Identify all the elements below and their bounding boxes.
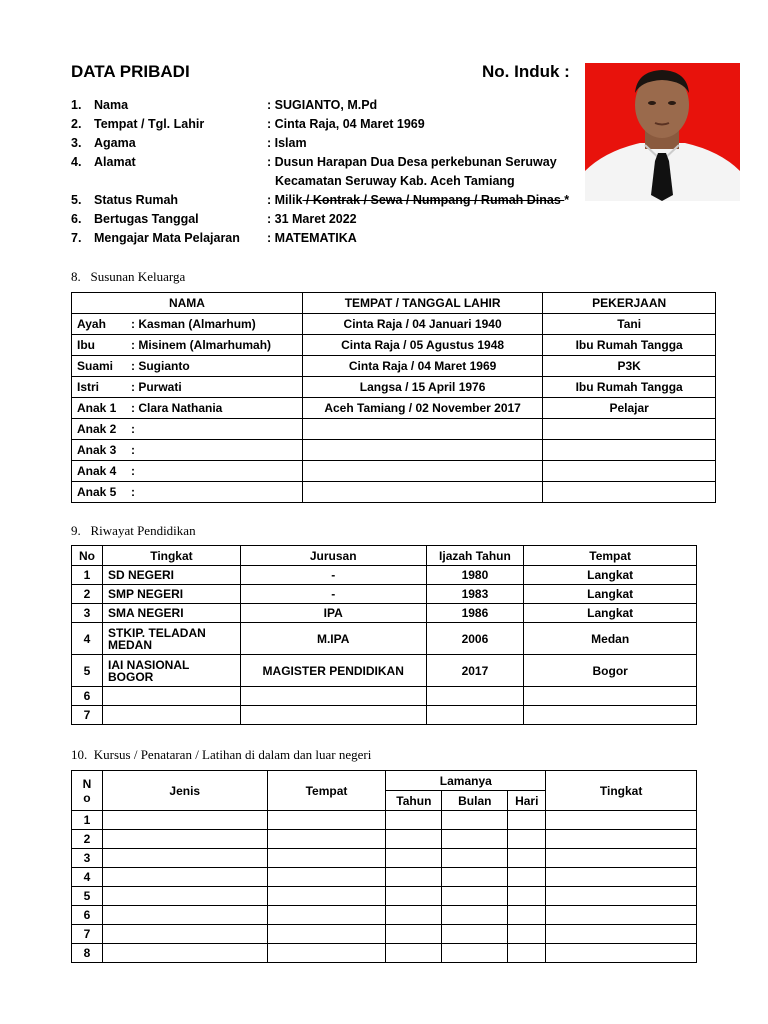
family-cell-birth <box>302 461 542 482</box>
edu-cell-no: 1 <box>72 566 103 585</box>
edu-cell-tempat <box>524 687 697 706</box>
course-cell-jenis <box>102 925 267 944</box>
course-cell-tempat <box>267 887 386 906</box>
personal-label: Nama <box>94 98 129 112</box>
family-cell-name <box>72 482 303 503</box>
family-cell-birth: Cinta Raja / 04 Maret 1969 <box>302 356 542 377</box>
edu-row <box>72 687 697 706</box>
edu-cell-no: 5 <box>72 655 103 687</box>
course-cell-tempat <box>267 925 386 944</box>
course-header-hari: Hari <box>508 791 546 811</box>
family-name: : <box>131 443 135 457</box>
course-cell-no: 8 <box>72 944 103 963</box>
course-row <box>72 887 697 906</box>
course-cell-tingkat <box>546 925 697 944</box>
personal-label: Tempat / Tgl. Lahir <box>94 117 205 131</box>
course-cell-tahun <box>386 830 442 849</box>
course-cell-jenis <box>102 887 267 906</box>
edu-cell-tingkat: IAI NASIONAL BOGOR <box>102 655 240 687</box>
family-cell-job: Ibu Rumah Tangga <box>543 335 716 356</box>
edu-cell-tempat: Langkat <box>524 604 697 623</box>
family-relation: Anak 2 <box>77 422 117 436</box>
edu-cell-tempat <box>524 706 697 725</box>
personal-label: Mengajar Mata Pelajaran <box>94 231 240 245</box>
family-name: : Sugianto <box>131 359 190 373</box>
edu-header-tempat: Tempat <box>524 546 697 566</box>
edu-header-tahun: Ijazah Tahun <box>426 546 524 566</box>
course-cell-tingkat <box>546 849 697 868</box>
family-row <box>72 398 716 419</box>
course-cell-tempat <box>267 868 386 887</box>
family-cell-job: Tani <box>543 314 716 335</box>
edu-row <box>72 585 697 604</box>
family-cell-birth: Aceh Tamiang / 02 November 2017 <box>302 398 542 419</box>
edu-cell-jurusan: M.IPA <box>240 623 426 655</box>
course-cell-tahun <box>386 811 442 830</box>
edu-cell-tingkat: SMP NEGERI <box>102 585 240 604</box>
course-cell-tempat <box>267 849 386 868</box>
family-cell-birth: Cinta Raja / 05 Agustus 1948 <box>302 335 542 356</box>
course-cell-bulan <box>442 925 508 944</box>
course-cell-hari <box>508 887 546 906</box>
edu-cell-no: 3 <box>72 604 103 623</box>
personal-num: 2. <box>71 117 82 131</box>
course-cell-jenis <box>102 830 267 849</box>
course-cell-tingkat <box>546 830 697 849</box>
family-row <box>72 314 716 335</box>
family-row <box>72 335 716 356</box>
course-cell-hari <box>508 906 546 925</box>
course-cell-tahun <box>386 925 442 944</box>
course-cell-hari <box>508 811 546 830</box>
personal-num: 1. <box>71 98 82 112</box>
edu-cell-tingkat <box>102 687 240 706</box>
family-cell-birth: Cinta Raja / 04 Januari 1940 <box>302 314 542 335</box>
course-cell-jenis <box>102 811 267 830</box>
family-row <box>72 440 716 461</box>
family-cell-birth <box>302 482 542 503</box>
course-cell-jenis <box>102 906 267 925</box>
course-row <box>72 868 697 887</box>
personal-label: Alamat <box>94 155 136 169</box>
family-cell-birth <box>302 440 542 461</box>
edu-row <box>72 566 697 585</box>
induk-label: No. Induk : <box>482 62 570 81</box>
status-struck: / Kontrak / Sewa / Numpang / Rumah Dinas <box>302 193 565 207</box>
edu-cell-tingkat: SMA NEGERI <box>102 604 240 623</box>
page-title: DATA PRIBADI <box>71 62 190 81</box>
edu-cell-jurusan: - <box>240 566 426 585</box>
course-cell-hari <box>508 868 546 887</box>
personal-value: : Cinta Raja, 04 Maret 1969 <box>267 117 425 131</box>
family-table <box>71 292 716 503</box>
edu-cell-tahun <box>426 706 524 725</box>
family-cell-birth <box>302 419 542 440</box>
family-cell-name <box>72 314 303 335</box>
personal-label: Agama <box>94 136 136 150</box>
family-cell-name <box>72 461 303 482</box>
family-cell-name <box>72 377 303 398</box>
course-header-lamanya: Lamanya <box>386 771 546 791</box>
course-cell-tahun <box>386 887 442 906</box>
profile-photo <box>585 63 740 201</box>
family-relation: Anak 4 <box>77 464 117 478</box>
family-relation: Ayah <box>77 317 106 331</box>
course-cell-tingkat <box>546 811 697 830</box>
edu-cell-tempat: Bogor <box>524 655 697 687</box>
edu-cell-tahun: 1983 <box>426 585 524 604</box>
course-cell-hari <box>508 849 546 868</box>
edu-row <box>72 604 697 623</box>
family-name: : <box>131 485 135 499</box>
family-relation: Anak 1 <box>77 401 117 415</box>
course-cell-tahun <box>386 849 442 868</box>
course-cell-bulan <box>442 811 508 830</box>
family-header-nama: NAMA <box>72 293 303 314</box>
personal-value: : Islam <box>267 136 307 150</box>
status-asterisk: * <box>564 193 570 207</box>
personal-num: 7. <box>71 231 82 245</box>
family-cell-job <box>543 482 716 503</box>
family-relation: Istri <box>77 380 100 394</box>
family-relation: Anak 5 <box>77 485 117 499</box>
personal-value: : 31 Maret 2022 <box>267 212 357 226</box>
edu-cell-tahun <box>426 687 524 706</box>
family-row <box>72 377 716 398</box>
course-cell-hari <box>508 830 546 849</box>
course-cell-jenis <box>102 868 267 887</box>
courses-table <box>71 770 697 963</box>
course-row <box>72 830 697 849</box>
family-cell-job: Ibu Rumah Tangga <box>543 377 716 398</box>
family-cell-name <box>72 419 303 440</box>
course-cell-bulan <box>442 868 508 887</box>
course-cell-bulan <box>442 906 508 925</box>
edu-header-tingkat: Tingkat <box>102 546 240 566</box>
course-cell-tempat <box>267 944 386 963</box>
personal-num: 3. <box>71 136 82 150</box>
edu-cell-tingkat: SD NEGERI <box>102 566 240 585</box>
course-row <box>72 944 697 963</box>
course-cell-jenis <box>102 944 267 963</box>
edu-cell-jurusan <box>240 687 426 706</box>
course-cell-bulan <box>442 887 508 906</box>
family-heading: 8. Susunan Keluarga <box>71 269 186 284</box>
course-cell-no: 7 <box>72 925 103 944</box>
edu-cell-jurusan: MAGISTER PENDIDIKAN <box>240 655 426 687</box>
personal-label: Bertugas Tanggal <box>94 212 199 226</box>
course-cell-hari <box>508 944 546 963</box>
course-cell-tingkat <box>546 944 697 963</box>
personal-value: : Dusun Harapan Dua Desa perkebunan Seruway <box>267 155 557 169</box>
edu-cell-jurusan <box>240 706 426 725</box>
family-cell-name <box>72 356 303 377</box>
course-cell-tahun <box>386 906 442 925</box>
edu-cell-jurusan: - <box>240 585 426 604</box>
course-cell-no: 4 <box>72 868 103 887</box>
personal-value-line2: Kecamatan Seruway Kab. Aceh Tamiang <box>275 174 515 188</box>
family-cell-name <box>72 398 303 419</box>
course-cell-no: 6 <box>72 906 103 925</box>
course-row <box>72 811 697 830</box>
family-header-ttl: TEMPAT / TANGGAL LAHIR <box>302 293 542 314</box>
edu-row <box>72 623 697 655</box>
course-cell-tempat <box>267 811 386 830</box>
family-cell-job <box>543 440 716 461</box>
family-name: : Clara Nathania <box>131 401 223 415</box>
course-cell-tingkat <box>546 887 697 906</box>
edu-cell-tahun: 2017 <box>426 655 524 687</box>
personal-num: 6. <box>71 212 82 226</box>
course-cell-hari <box>508 925 546 944</box>
course-row <box>72 925 697 944</box>
family-cell-birth: Langsa / 15 April 1976 <box>302 377 542 398</box>
course-header-jenis: Jenis <box>102 771 267 811</box>
family-relation: Ibu <box>77 338 95 352</box>
edu-header-no: No <box>72 546 103 566</box>
course-cell-bulan <box>442 830 508 849</box>
edu-cell-jurusan: IPA <box>240 604 426 623</box>
family-header-pekerjaan: PEKERJAAN <box>543 293 716 314</box>
course-cell-jenis <box>102 849 267 868</box>
edu-cell-tahun: 1980 <box>426 566 524 585</box>
course-cell-bulan <box>442 944 508 963</box>
edu-cell-tempat: Langkat <box>524 585 697 604</box>
course-cell-no: 3 <box>72 849 103 868</box>
status-rumah-value <box>267 193 569 207</box>
course-row <box>72 906 697 925</box>
personal-value: : SUGIANTO, M.Pd <box>267 98 378 112</box>
edu-header-jurusan: Jurusan <box>240 546 426 566</box>
edu-cell-tempat: Medan <box>524 623 697 655</box>
family-cell-job <box>543 461 716 482</box>
family-cell-job: Pelajar <box>543 398 716 419</box>
course-row <box>72 849 697 868</box>
education-table <box>71 545 697 725</box>
edu-cell-no: 7 <box>72 706 103 725</box>
course-header-tingkat: Tingkat <box>546 771 697 811</box>
course-cell-no: 1 <box>72 811 103 830</box>
course-cell-tahun <box>386 944 442 963</box>
personal-label: Status Rumah <box>94 193 179 207</box>
family-cell-job <box>543 419 716 440</box>
education-heading: 9. Riwayat Pendidikan <box>71 523 196 538</box>
course-cell-no: 5 <box>72 887 103 906</box>
personal-num: 4. <box>71 155 82 169</box>
edu-cell-tingkat: STKIP. TELADAN MEDAN <box>102 623 240 655</box>
family-name: : Purwati <box>131 380 182 394</box>
family-cell-job: P3K <box>543 356 716 377</box>
course-cell-no: 2 <box>72 830 103 849</box>
status-selected: : Milik <box>267 193 303 207</box>
family-cell-name <box>72 440 303 461</box>
family-row <box>72 356 716 377</box>
family-relation: Suami <box>77 359 114 373</box>
edu-row <box>72 655 697 687</box>
edu-cell-tahun: 2006 <box>426 623 524 655</box>
family-relation: Anak 3 <box>77 443 117 457</box>
course-header-bulan: Bulan <box>442 791 508 811</box>
edu-cell-tingkat <box>102 706 240 725</box>
course-cell-bulan <box>442 849 508 868</box>
course-cell-tempat <box>267 906 386 925</box>
course-cell-tingkat <box>546 868 697 887</box>
family-name: : Misinem (Almarhumah) <box>131 338 272 352</box>
course-header-tempat: Tempat <box>267 771 386 811</box>
course-cell-tempat <box>267 830 386 849</box>
personal-value: : MATEMATIKA <box>267 231 357 245</box>
family-name: : Kasman (Almarhum) <box>131 317 256 331</box>
edu-cell-no: 2 <box>72 585 103 604</box>
edu-row <box>72 706 697 725</box>
course-header-no: N o <box>72 771 103 811</box>
edu-cell-no: 6 <box>72 687 103 706</box>
course-cell-tahun <box>386 868 442 887</box>
edu-cell-no: 4 <box>72 623 103 655</box>
family-cell-name <box>72 335 303 356</box>
edu-cell-tahun: 1986 <box>426 604 524 623</box>
family-name: : <box>131 422 135 436</box>
courses-heading: 10. Kursus / Penataran / Latihan di dalam dan luar negeri <box>71 747 372 762</box>
family-row <box>72 461 716 482</box>
family-row <box>72 482 716 503</box>
course-cell-tingkat <box>546 906 697 925</box>
edu-cell-tempat: Langkat <box>524 566 697 585</box>
family-name: : <box>131 464 135 478</box>
family-row <box>72 419 716 440</box>
personal-num: 5. <box>71 193 82 207</box>
course-header-tahun: Tahun <box>386 791 442 811</box>
